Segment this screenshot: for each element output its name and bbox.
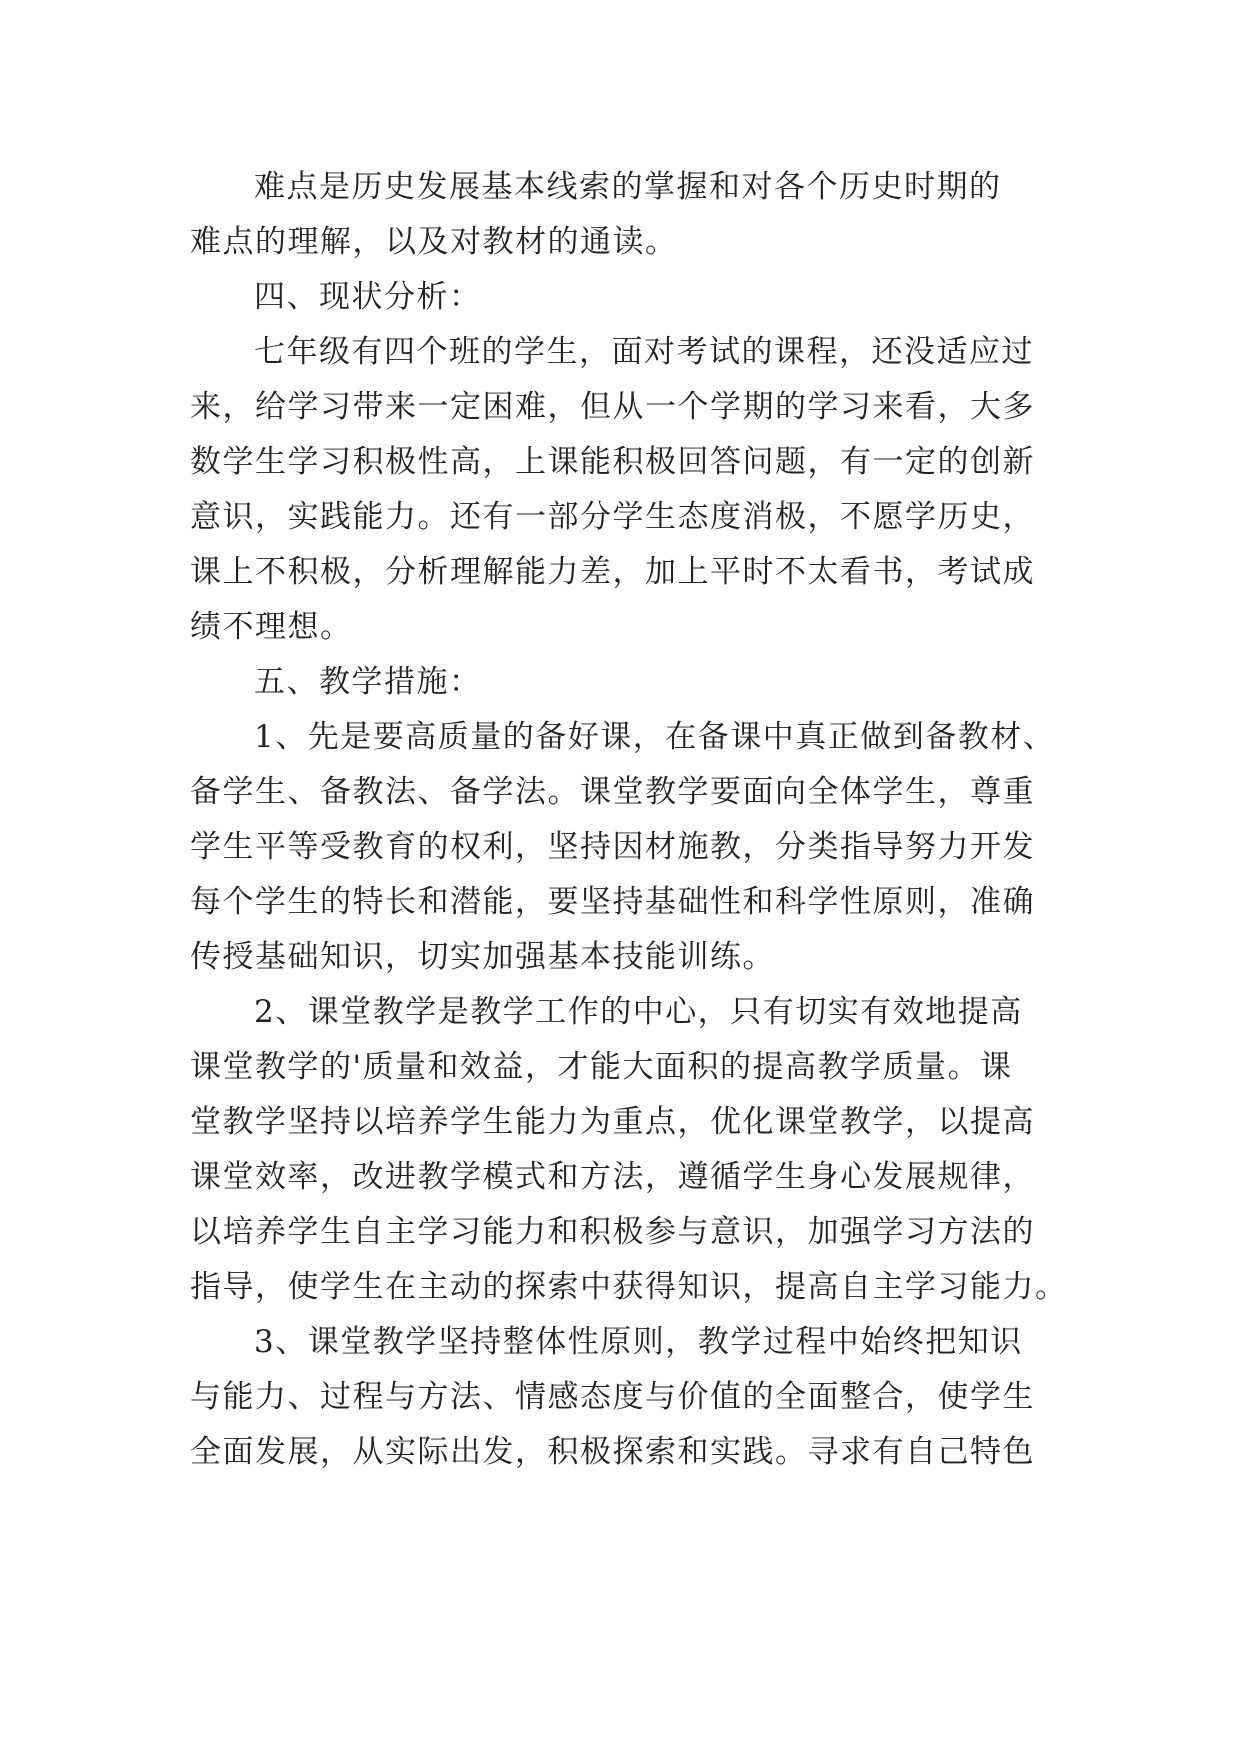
section-heading: 四、现状分析： — [254, 279, 482, 315]
text-line: 课堂效率，改进教学模式和方法，遵循学生身心发展规律， — [190, 1159, 1035, 1195]
text-line: 七年级有四个班的学生，面对考试的课程，还没适应过 — [254, 334, 1034, 370]
text-line: 难点是历史发展基本线索的掌握和对各个历史时期的 — [254, 169, 1002, 205]
text-line: 绩不理想。 — [190, 609, 353, 645]
text-line: 2、课堂教学是教学工作的中心，只有切实有效地提高 — [254, 994, 1023, 1030]
text-line: 难点的理解，以及对教材的通读。 — [190, 224, 678, 260]
text-line: 备学生、备教法、备学法。课堂教学要面向全体学生，尊重 — [190, 774, 1035, 810]
section-heading: 五、教学措施： — [254, 664, 482, 700]
text-line: 堂教学坚持以培养学生能力为重点，优化课堂教学，以提高 — [190, 1104, 1035, 1140]
text-line: 指导，使学生在主动的探索中获得知识，提高自主学习能力。 — [190, 1269, 1068, 1305]
text-line: 1、先是要高质量的备好课，在备课中真正做到备教材、 — [254, 719, 1056, 755]
text-line: 课上不积极，分析理解能力差，加上平时不太看书，考试成 — [190, 554, 1035, 590]
body-text — [190, 160, 1068, 1480]
text-line: 来，给学习带来一定困难，但从一个学期的学习来看，大多 — [190, 389, 1035, 425]
text-line: 学生平等受教育的权利，坚持因材施教，分类指导努力开发 — [190, 829, 1035, 865]
text-line: 数学生学习积极性高，上课能积极回答问题，有一定的创新 — [190, 444, 1035, 480]
text-line: 传授基础知识，切实加强基本技能训练。 — [190, 939, 775, 975]
text-line: 与能力、过程与方法、情感态度与价值的全面整合，使学生 — [190, 1379, 1035, 1415]
text-line: 课堂教学的'质量和效益，才能大面积的提高教学质量。课 — [190, 1049, 1013, 1085]
text-line: 3、课堂教学坚持整体性原则，教学过程中始终把知识 — [254, 1324, 1023, 1360]
text-line: 全面发展，从实际出发，积极探索和实践。寻求有自己特色 — [190, 1434, 1035, 1470]
text-line: 以培养学生自主学习能力和积极参与意识，加强学习方法的 — [190, 1214, 1035, 1250]
text-line: 意识，实践能力。还有一部分学生态度消极，不愿学历史， — [190, 499, 1035, 535]
text-line: 每个学生的特长和潜能，要坚持基础性和科学性原则，准确 — [190, 884, 1035, 920]
